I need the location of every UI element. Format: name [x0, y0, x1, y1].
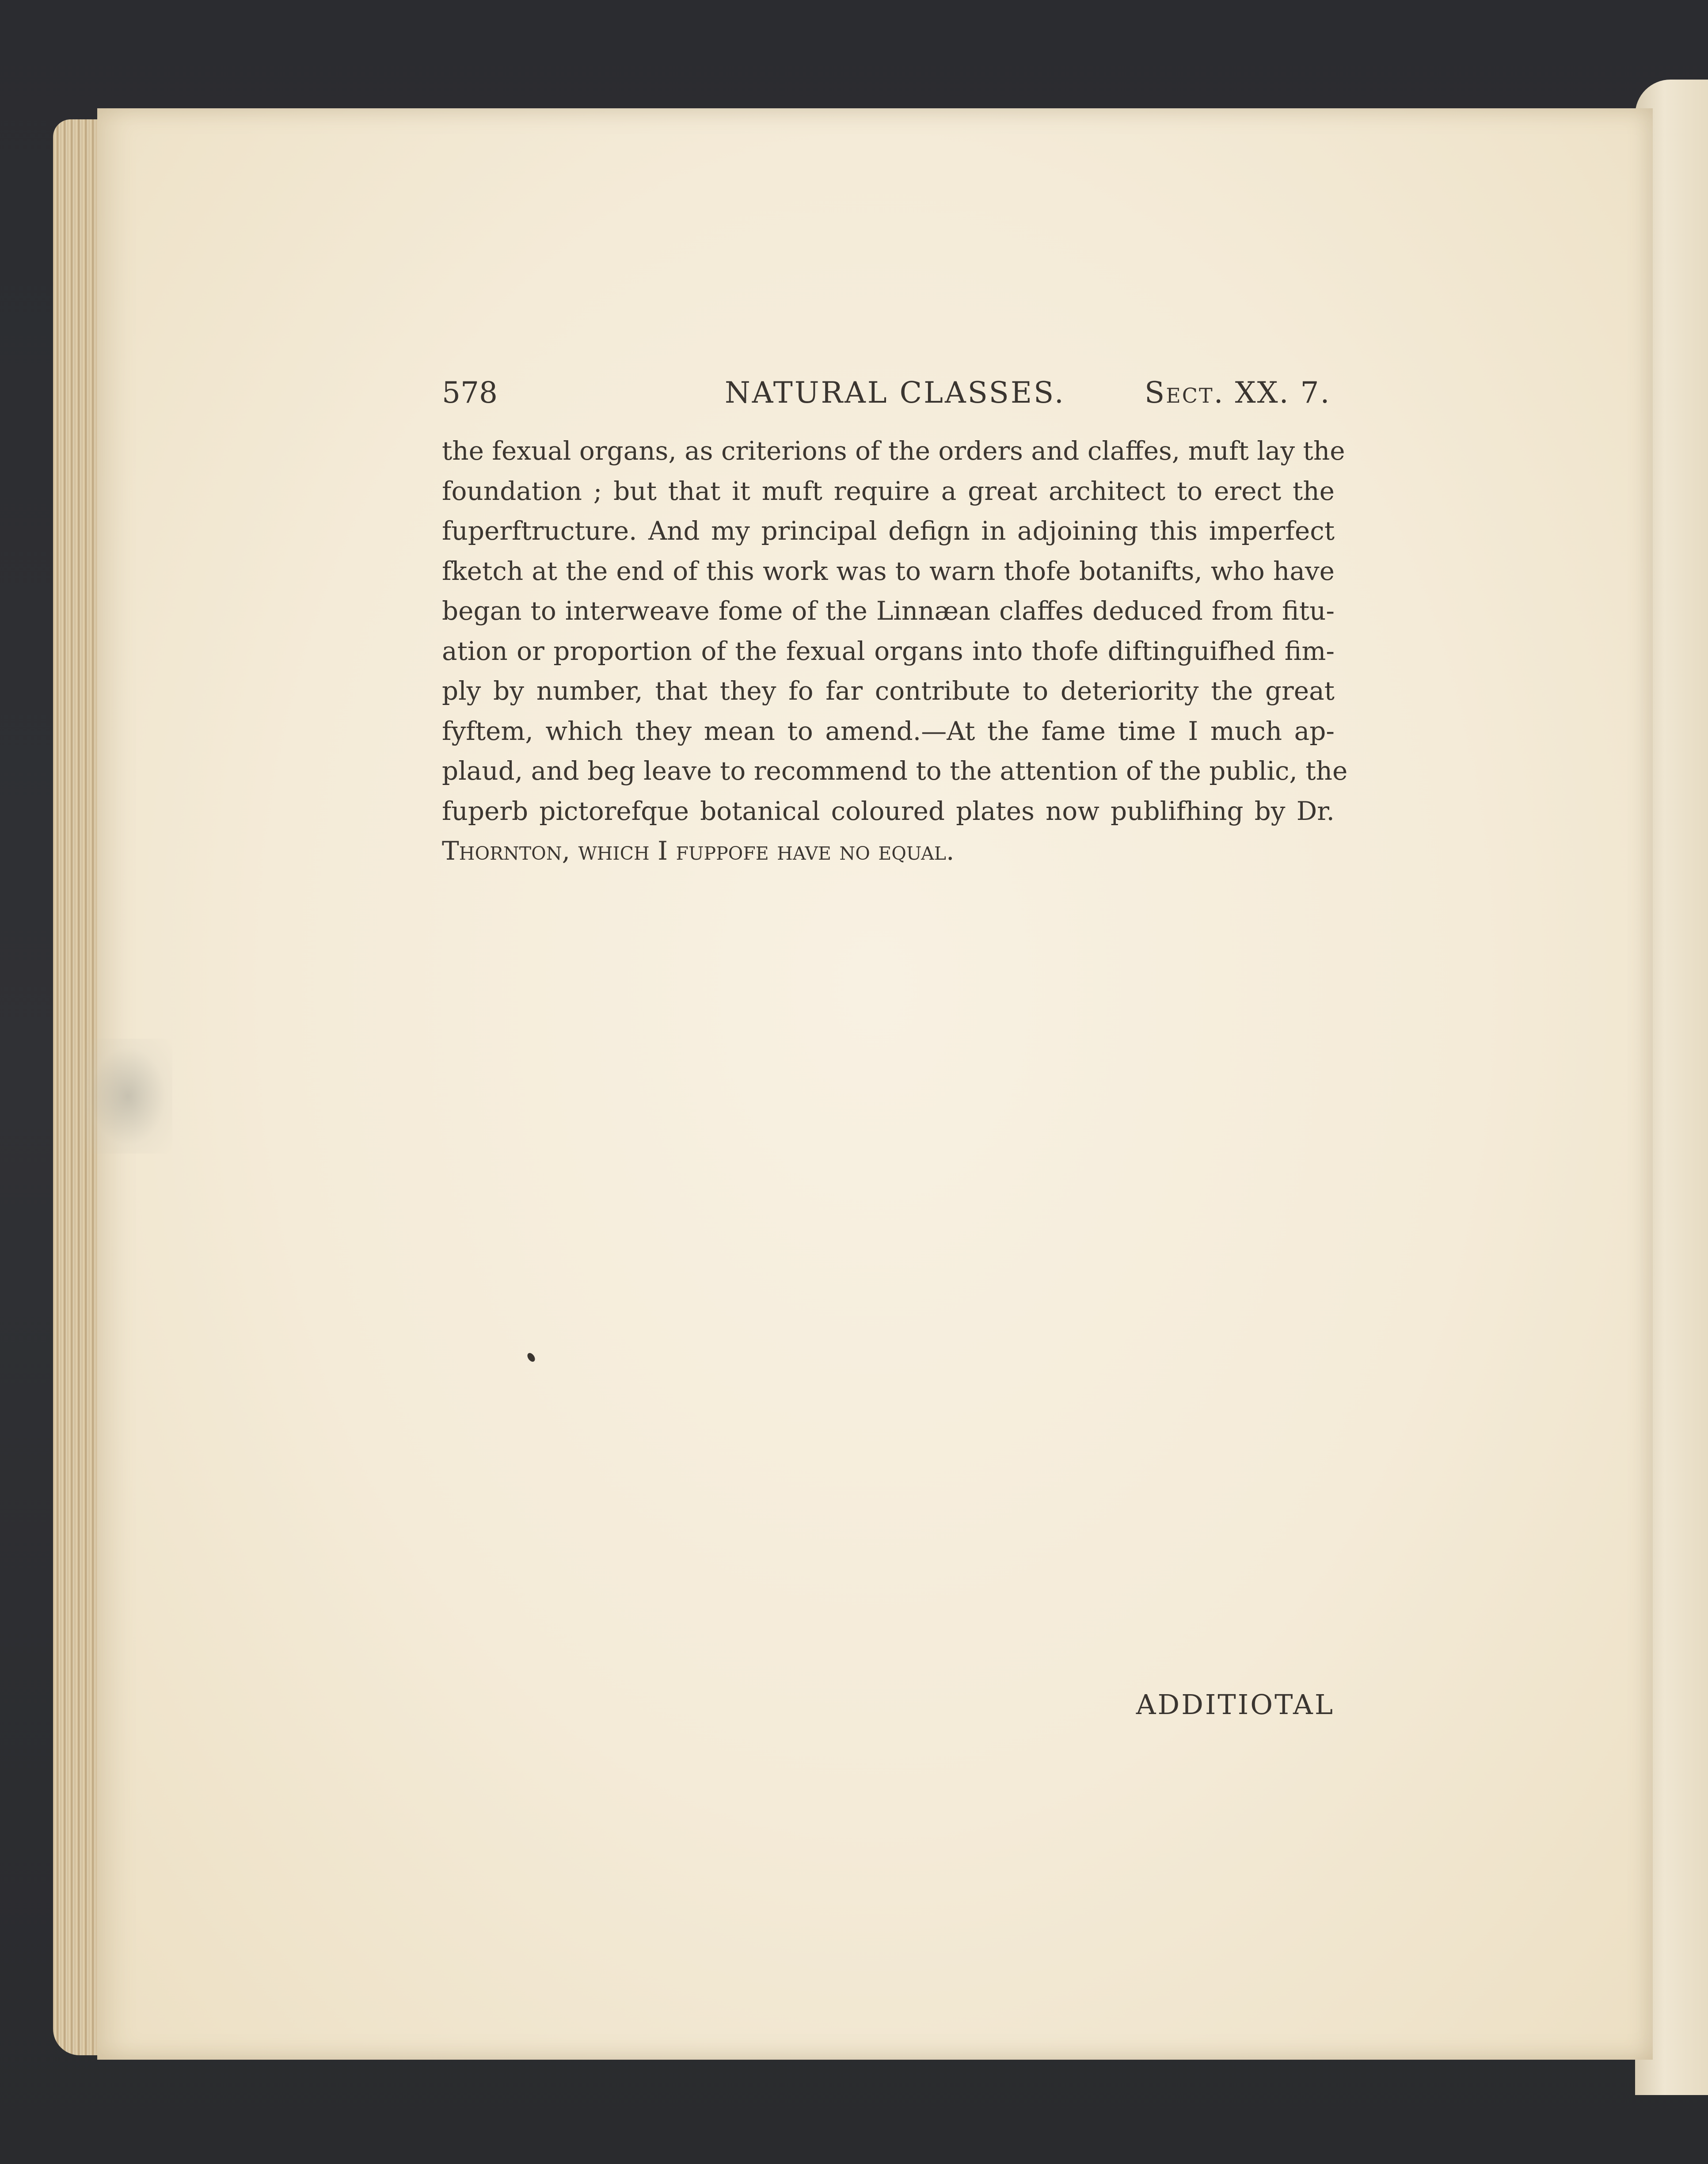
text-line: ation or proportion of the fexual organs into thofe diftinguifhed fim-: [442, 636, 1335, 666]
running-header: [442, 367, 1339, 420]
text-line: Thornton, which I fuppofe have no equal.: [442, 836, 955, 866]
text-line: fuperb pictorefque botanical coloured plates now publifhing by Dr.: [442, 796, 1335, 826]
text-line: began to interweave fome of the Linnæan claffes deduced from fitu-: [442, 596, 1335, 626]
text-line: foundation ; but that it muft require a great architect to erect the: [442, 476, 1335, 506]
running-title: NATURAL CLASSES.: [725, 376, 1065, 410]
section-label: Sect. XX. 7.: [1145, 376, 1331, 410]
text-line: ply by number, that they fo far contribute to deteriority the great: [442, 676, 1335, 706]
stain-mark: [84, 1039, 172, 1154]
body-paragraph: [442, 431, 1348, 871]
text-line: fketch at the end of this work was to warn thofe botanifts, who have: [442, 556, 1335, 586]
catchword: ADDITIOTAL: [1136, 1688, 1335, 1721]
text-line: the fexual organs, as criterions of the orders and claffes, muft lay the: [442, 436, 1345, 466]
text-line: fyftem, which they mean to amend.—At the fame time I much ap-: [442, 716, 1335, 746]
text-line: plaud, and beg leave to recommend to the attention of the public, the: [442, 756, 1348, 786]
page-number: 578: [442, 376, 498, 410]
text-line: fuperftructure. And my principal defign in adjoining this imperfect: [442, 516, 1335, 546]
